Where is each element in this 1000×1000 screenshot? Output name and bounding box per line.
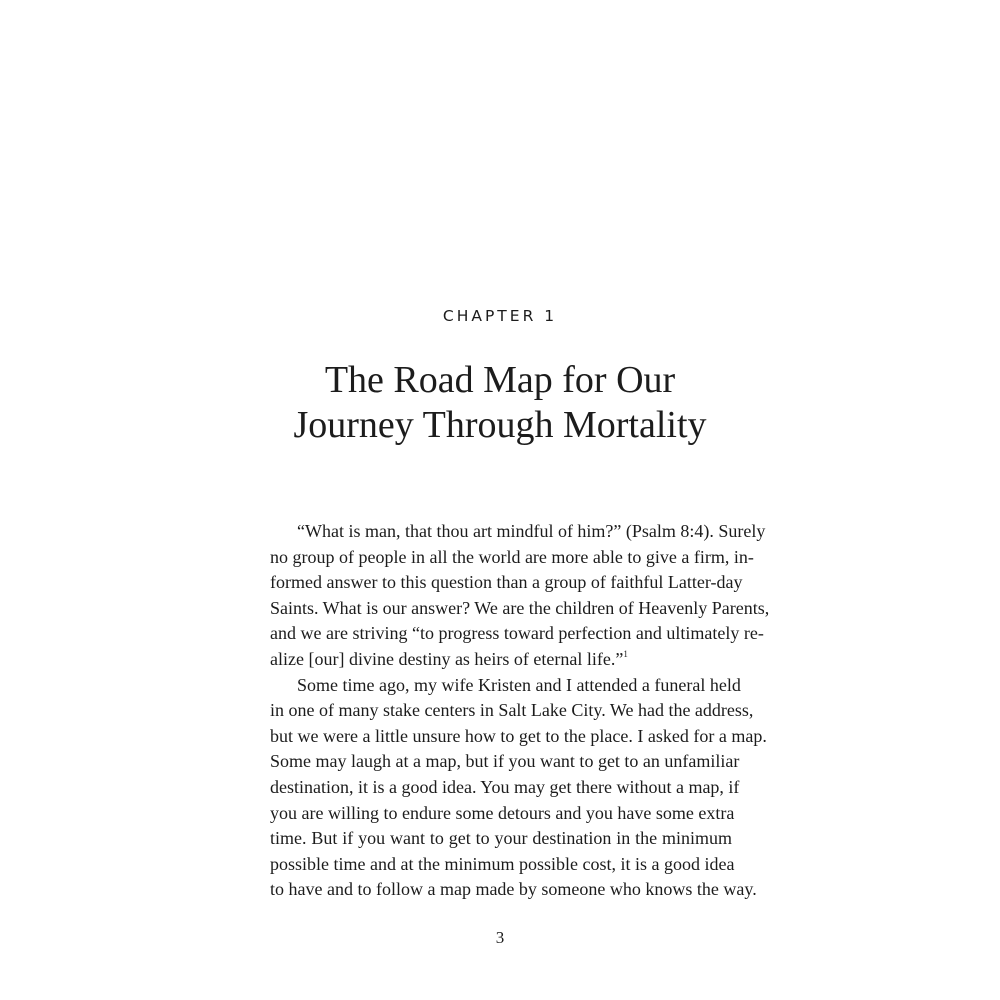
chapter-title-line: Journey Through Mortality <box>293 404 707 446</box>
chapter-label: CHAPTER 1 <box>442 307 558 325</box>
text-line: in one of many stake centers in Salt Lake City. We had the address, <box>270 700 754 721</box>
chapter-title <box>0 358 1000 448</box>
page-number: 3 <box>495 928 505 947</box>
text-line: formed answer to this question than a group of faithful Latter-day <box>270 572 743 593</box>
text-line: to have and to follow a map made by someone who knows the way. <box>270 879 757 900</box>
text-line: Some time ago, my wife Kristen and I attended a funeral held <box>297 674 741 695</box>
text-line: possible time and at the minimum possible cost, it is a good idea <box>270 853 735 874</box>
text-line-content: alize [our] divine destiny as heirs of eternal life.” <box>270 648 624 669</box>
text-line: Saints. What is our answer? We are the children of Heavenly Parents, <box>270 597 770 618</box>
text-line <box>270 647 732 673</box>
text-line: you are willing to endure some detours and you have some extra <box>270 802 735 823</box>
text-line: destination, it is a good idea. You may get there without a map, if <box>270 776 740 797</box>
footnote-marker[interactable]: 1 <box>623 648 628 659</box>
text-line: no group of people in all the world are more able to give a firm, in- <box>270 546 754 567</box>
text-line: and we are striving “to progress toward perfection and ultimately re- <box>270 623 764 644</box>
paragraph-1 <box>270 519 770 673</box>
text-line: but we were a little unsure how to get to the place. I asked for a map. <box>270 725 767 746</box>
chapter-title-line: The Road Map for Our <box>324 359 676 401</box>
body-text <box>270 519 770 903</box>
paragraph-2 <box>270 673 767 903</box>
text-line: time. But if you want to get to your destination in the minimum <box>270 828 732 849</box>
text-line: Some may laugh at a map, but if you want to get to an unfamiliar <box>270 751 740 772</box>
text-line: “What is man, that thou art mindful of him?” (Psalm 8:4). Surely <box>297 521 766 541</box>
